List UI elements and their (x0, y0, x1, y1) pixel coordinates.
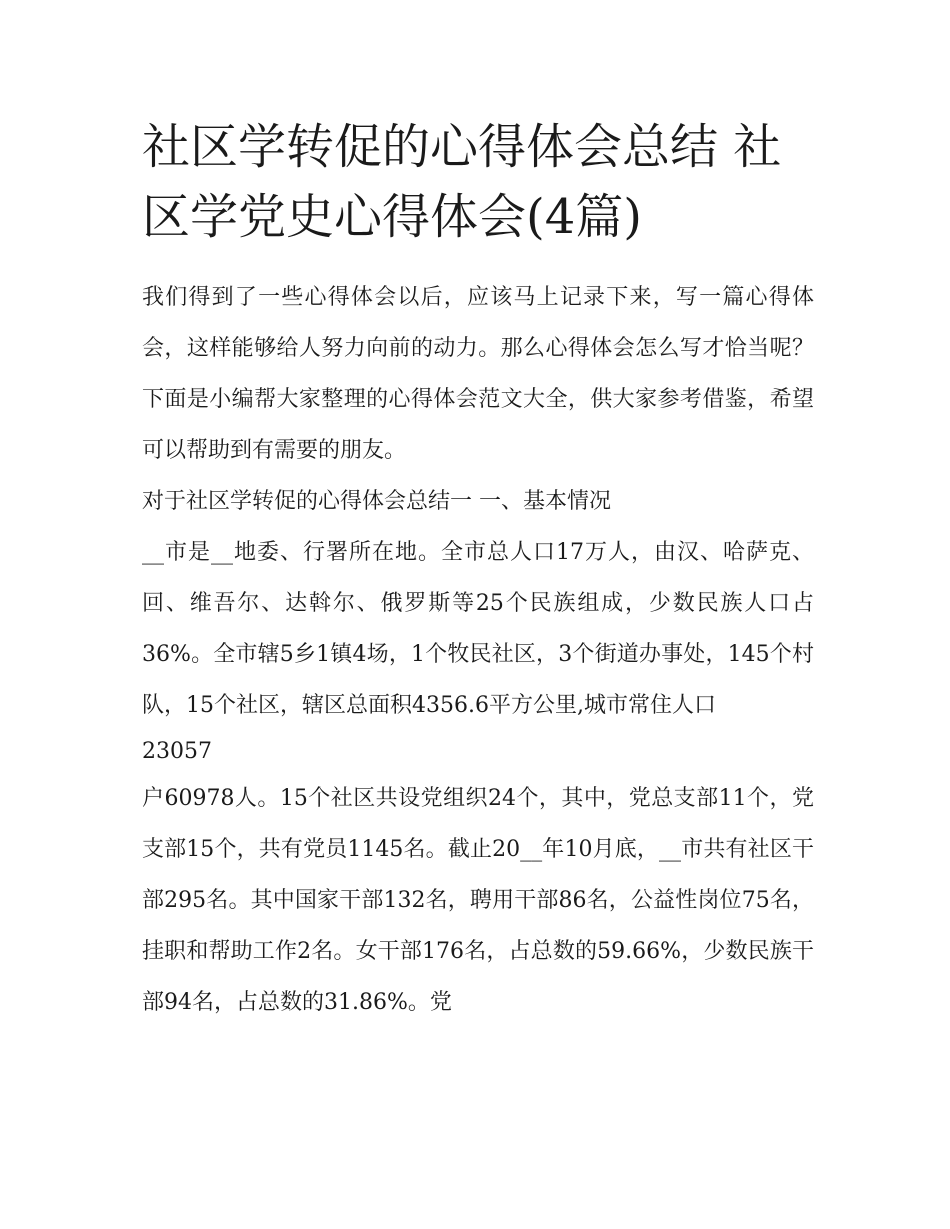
cadre-info-paragraph: 户60978人。15个社区共设党组织24个，其中，党总支部11个，党支部15个，共有党员1145名。截止20__年10月底，__市共有社区干部295名。其中国家干部132名，聘用干部86名，公益性岗位75名，挂职和帮助工作2名。女干部176名，占总数的59.66%，少数民族干部94名，占总数的31.86%。党 (142, 786, 814, 1015)
intro-paragraph: 我们得到了一些心得体会以后，应该马上记录下来，写一篇心得体会，这样能够给人努力向前的动力。那么心得体会怎么写才恰当呢？下面是小编帮大家整理的心得体会范文大全，供大家参考借鉴，希望可以帮助到有需要的朋友。 (142, 285, 814, 463)
basic-info-paragraph: __市是__地委、行署所在地。全市总人口17万人，由汉、哈萨克、回、维吾尔、达斡尔、俄罗斯等25个民族组成，少数民族人口占36%。全市辖5乡1镇4场，1个牧民社区，3个街道办事处，145个村队，15个社区，辖区总面积4356.6平方公里,城市常住人口 (142, 540, 814, 718)
document-title: 社区学转促的心得体会总结 社区学党史心得体会(4篇) (142, 119, 782, 245)
document-page (142, 112, 814, 1028)
household-count: 23057 (142, 739, 212, 764)
section-heading: 对于社区学转促的心得体会总结一 一、基本情况 (142, 489, 611, 514)
